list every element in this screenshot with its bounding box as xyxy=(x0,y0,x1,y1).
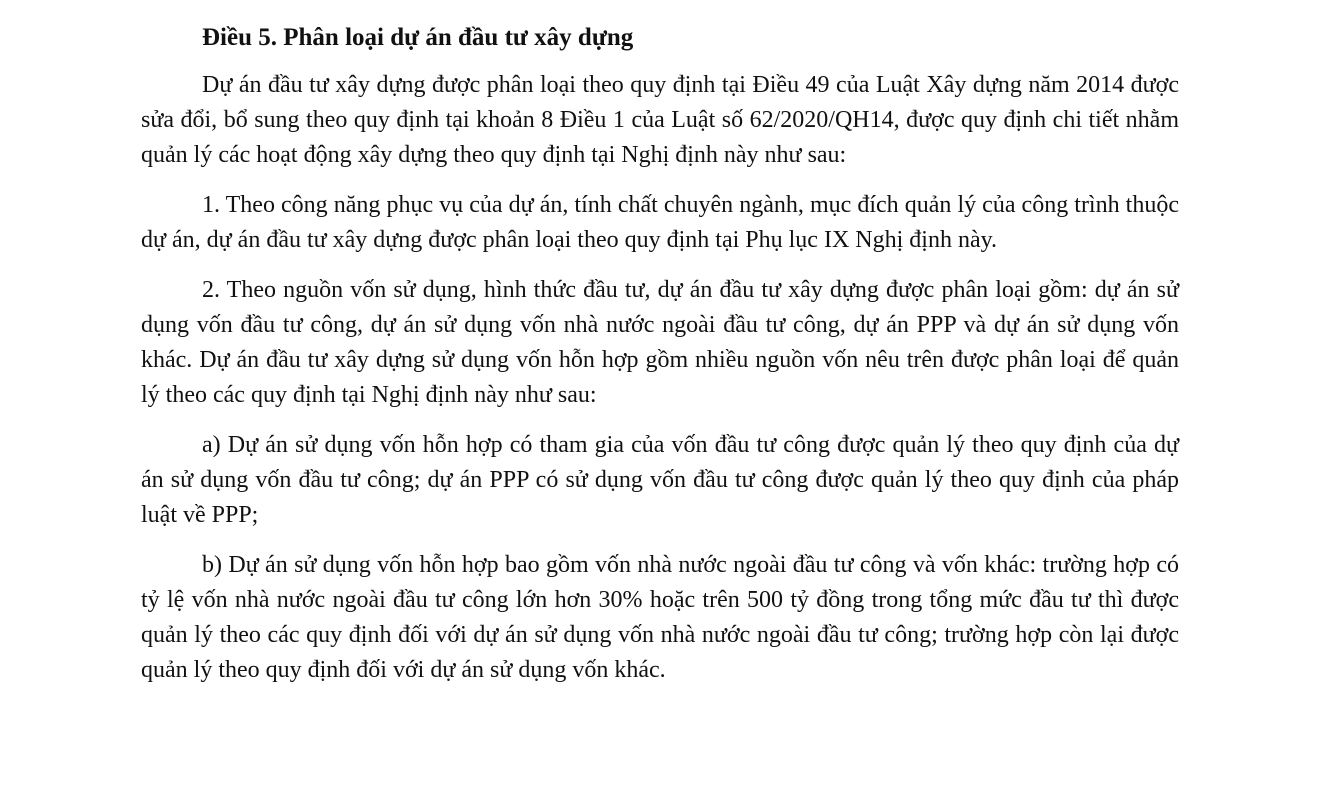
clause-2-paragraph: 2. Theo nguồn vốn sử dụng, hình thức đầu tư, dự án đầu tư xây dựng được phân loại gồm: dự án sử dụng vốn đầu tư công, dự án sử dụng vốn nhà nước ngoài đầu tư công, dự án PPP và dự án sử dụng vốn khác. Dự án đầu tư xây dựng sử dụng vốn hỗn hợp gồm nhiều nguồn vốn nêu trên được phân loại để quản lý theo các quy định tại Nghị định này như sau: xyxy=(141,277,1179,408)
clause-2b-paragraph: b) Dự án sử dụng vốn hỗn hợp bao gồm vốn nhà nước ngoài đầu tư công và vốn khác: trường hợp có tỷ lệ vốn nhà nước ngoài đầu tư công lớn hơn 30% hoặc trên 500 tỷ đồng trong tổng mức đầu tư thì được quản lý theo các quy định đối với dự án sử dụng vốn nhà nước ngoài đầu tư công; trường hợp còn lại được quản lý theo quy định đối với dự án sử dụng vốn khác. xyxy=(141,552,1179,683)
intro-paragraph: Dự án đầu tư xây dựng được phân loại theo quy định tại Điều 49 của Luật Xây dựng năm 2014 được sửa đổi, bổ sung theo quy định tại khoản 8 Điều 1 của Luật số 62/2020/QH14, được quy định chi tiết nhằm quản lý các hoạt động xây dựng theo quy định tại Nghị định này như sau: xyxy=(141,72,1179,168)
article-heading: Điều 5. Phân loại dự án đầu tư xây dựng xyxy=(202,24,634,51)
clause-2a-paragraph: a) Dự án sử dụng vốn hỗn hợp có tham gia của vốn đầu tư công được quản lý theo quy định của dự án sử dụng vốn đầu tư công; dự án PPP có sử dụng vốn đầu tư công được quản lý theo quy định của pháp luật về PPP; xyxy=(141,432,1179,528)
clause-1-paragraph: 1. Theo công năng phục vụ của dự án, tính chất chuyên ngành, mục đích quản lý của công trình thuộc dự án, dự án đầu tư xây dựng được phân loại theo quy định tại Phụ lục IX Nghị định này. xyxy=(141,192,1179,253)
